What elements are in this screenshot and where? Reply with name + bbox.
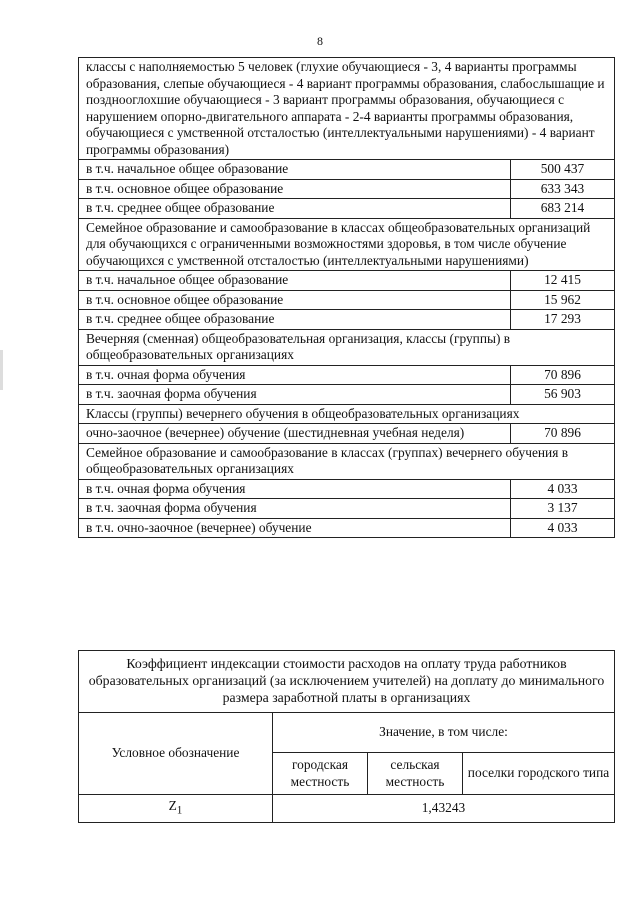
table-row [79, 385, 615, 405]
subheader-settlement: поселки городского типа [463, 753, 615, 795]
row-label: в т.ч. очная форма обучения [79, 479, 511, 499]
row-value: 500 437 [511, 160, 615, 180]
coefficient-caption: Коэффициент индексации стоимости расходов на оплату труда работников образовательных организаций (за исключением учителей) на доплату до минимального размера заработной платы в организациях [79, 651, 615, 713]
row-label: в т.ч. начальное общее образование [79, 160, 511, 180]
section-header-row [79, 329, 615, 365]
row-label: в т.ч. основное общее образование [79, 179, 511, 199]
section-header: Классы (группы) вечернего обучения в общеобразовательных организациях [79, 404, 615, 424]
symbol-subscript: 1 [176, 804, 183, 817]
table-row [79, 365, 615, 385]
table-row [79, 310, 615, 330]
row-label: в т.ч. очно-заочное (вечернее) обучение [79, 518, 511, 538]
page-number: 8 [317, 34, 323, 48]
row-value: 15 962 [511, 290, 615, 310]
row-label: в т.ч. очная форма обучения [79, 365, 511, 385]
row-value: 70 896 [511, 365, 615, 385]
row-label: в т.ч. заочная форма обучения [79, 499, 511, 519]
row-value: 17 293 [511, 310, 615, 330]
section-header-row [79, 218, 615, 271]
table-row [79, 499, 615, 519]
table-row [79, 424, 615, 444]
row-value: 12 415 [511, 271, 615, 291]
subheader-urban: городская местность [273, 753, 368, 795]
table-row [79, 160, 615, 180]
section-header: Вечерняя (сменная) общеобразовательная организация, классы (группы) в общеобразовательных организациях [79, 329, 615, 365]
row-value: 4 033 [511, 518, 615, 538]
coefficient-value: 1,43243 [273, 795, 615, 823]
row-label: в т.ч. среднее общее образование [79, 199, 511, 219]
table-row [79, 271, 615, 291]
row-value: 633 343 [511, 179, 615, 199]
row-label: в т.ч. среднее общее образование [79, 310, 511, 330]
table-row [79, 518, 615, 538]
section-header: Семейное образование и самообразование в классах общеобразовательных организаций для обучающихся с ограниченными возможностями здоровья, в том числе обучение обучающихся с умственной отсталостью (интеллектуальными нарушениями) [79, 218, 615, 271]
subheader-rural: сельская местность [368, 753, 463, 795]
row-value: 683 214 [511, 199, 615, 219]
table-row [79, 199, 615, 219]
row-value: 3 137 [511, 499, 615, 519]
coefficient-symbol [79, 795, 273, 823]
row-value: 70 896 [511, 424, 615, 444]
section-header-row [79, 404, 615, 424]
row-label: в т.ч. начальное общее образование [79, 271, 511, 291]
row-value: 56 903 [511, 385, 615, 405]
symbol-column-header: Условное обозначение [79, 713, 273, 795]
row-label: очно-заочное (вечернее) обучение (шестидневная учебная неделя) [79, 424, 511, 444]
table-row [79, 179, 615, 199]
section-header-row [79, 58, 615, 160]
row-label: в т.ч. заочная форма обучения [79, 385, 511, 405]
section-header: классы с наполняемостью 5 человек (глухие обучающиеся - 3, 4 варианты программы образования, слепые обучающиеся - 4 вариант программы образования, слабослышащие и позднооглохшие обучающиеся - 3 вариант программы образования, обучающиеся с нарушением опорно-двигательного аппарата - 2-4 варианты программы образования, обучающиеся с умственной отсталостью (интеллектуальными нарушениями) - 4 вариант программы образования) [79, 58, 615, 160]
scan-margin-mark [0, 350, 3, 390]
row-label: в т.ч. основное общее образование [79, 290, 511, 310]
value-column-header: Значение, в том числе: [273, 713, 615, 753]
coefficient-table [78, 650, 615, 823]
funding-table [78, 57, 615, 538]
symbol-letter: Z [168, 797, 177, 813]
section-header: Семейное образование и самообразование в классах (группах) вечернего обучения в общеобразовательных организациях [79, 443, 615, 479]
row-value: 4 033 [511, 479, 615, 499]
table-row [79, 290, 615, 310]
section-header-row [79, 443, 615, 479]
table-row [79, 479, 615, 499]
